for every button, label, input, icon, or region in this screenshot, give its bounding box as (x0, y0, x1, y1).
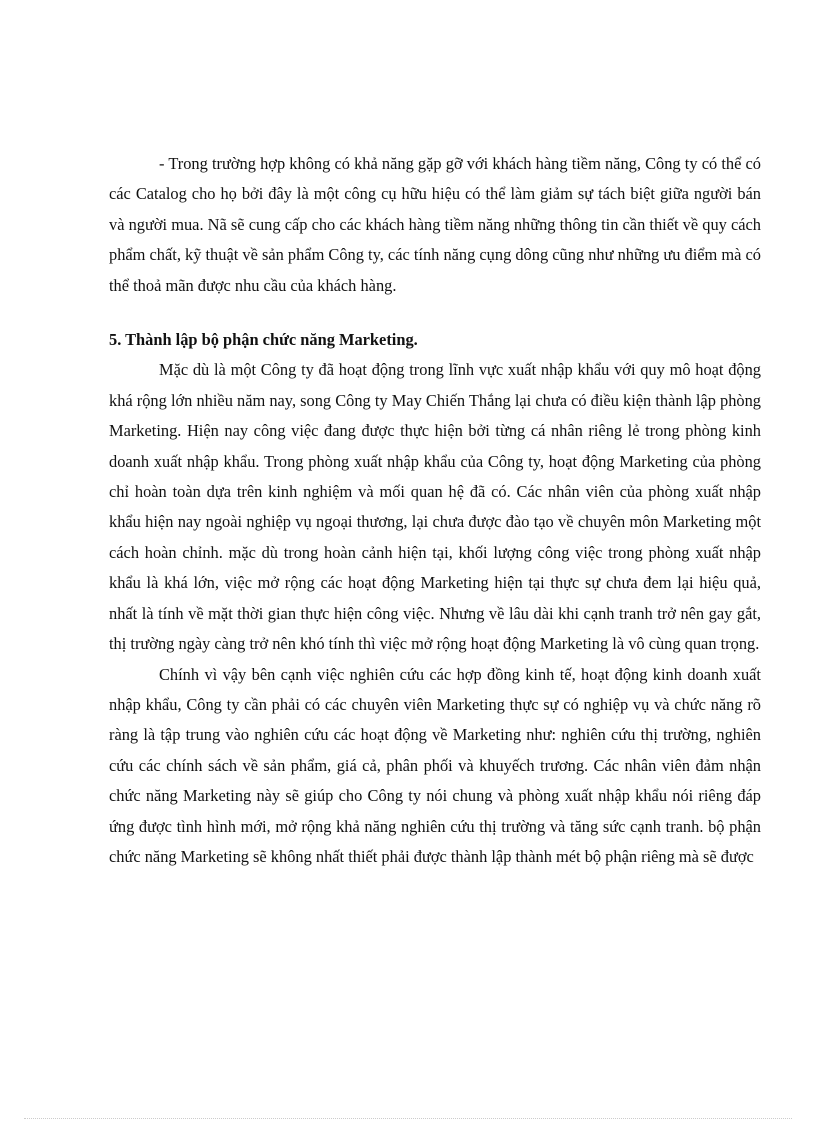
document-body (109, 149, 761, 872)
paragraph-marketing-proposal: Chính vì vậy bên cạnh việc nghiên cứu các hợp đồng kinh tế, hoạt động kinh doanh xuất nhập khẩu, Công ty cần phải có các chuyên viên Marketing thực sự có nghiệp vụ và chức năng rõ ràng là tập trung vào nghiên cứu các hoạt động về Marketing như: nghiên cứu thị trường, nghiên cứu các chính sách về sản phẩm, giá cả, phân phối và khuyếch trương. Các nhân viên đảm nhận chức năng Marketing này sẽ giúp cho Công ty nói chung và phòng xuất nhập khẩu nói riêng đáp ứng được tình hình mới, mở rộng khả năng nghiên cứu thị trường và tăng sức cạnh tranh. bộ phận chức năng Marketing sẽ không nhất thiết phải được thành lập thành mét bộ phận riêng mà sẽ được (109, 664, 761, 866)
paragraph-catalog: - Trong trường hợp không có khả năng gặp gỡ với khách hàng tiềm năng, Công ty có thể có các Catalog cho họ bởi đây là một công cụ hữu hiệu có thể làm giảm sự tách biệt giữa người bán và người mua. Nã sẽ cung cấp cho các khách hàng tiềm năng những thông tin cần thiết về quy cách phẩm chất, kỹ thuật về sản phẩm Công ty, các tính năng cụng dông cũng như những ưu điểm mà có thể thoả mãn được nhu cầu của khách hàng. (109, 154, 761, 295)
paragraph-marketing-status: Mặc dù là một Công ty đã hoạt động trong lĩnh vực xuất nhập khẩu với quy mô hoạt động khá rộng lớn nhiều năm nay, song Công ty May Chiến Thắng lại chưa có điều kiện thành lập phòng Marketing. Hiện nay công việc đang được thực hiện bởi từng cá nhân riêng lẻ trong phòng kinh doanh xuất nhập khẩu. Trong phòng xuất nhập khẩu của Công ty, hoạt động Marketing của phòng chỉ hoàn toàn dựa trên kinh nghiệm và mối quan hệ đã có. Các nhân viên của phòng xuất nhập khẩu hiện nay ngoài nghiệp vụ ngoại thương, lại chưa được đào tạo về chuyên môn Marketing một cách hoàn chỉnh. mặc dù trong hoàn cảnh hiện tại, khối lượng công việc trong phòng xuất nhập khẩu là khá lớn, việc mở rộng các hoạt động Marketing hiện tại thực sự chưa đem lại hiệu quả, nhất là tính về mặt thời gian thực hiện công việc. Nhưng về lâu dài khi cạnh tranh trở nên gay gắt, thị trường ngày càng trở nên khó tính thì việc mở rộng hoạt động Marketing là vô cùng quan trọng. (109, 360, 761, 654)
page-bottom-divider (24, 1118, 792, 1119)
section-heading: 5. Thành lập bộ phận chức năng Marketing. (109, 330, 418, 350)
